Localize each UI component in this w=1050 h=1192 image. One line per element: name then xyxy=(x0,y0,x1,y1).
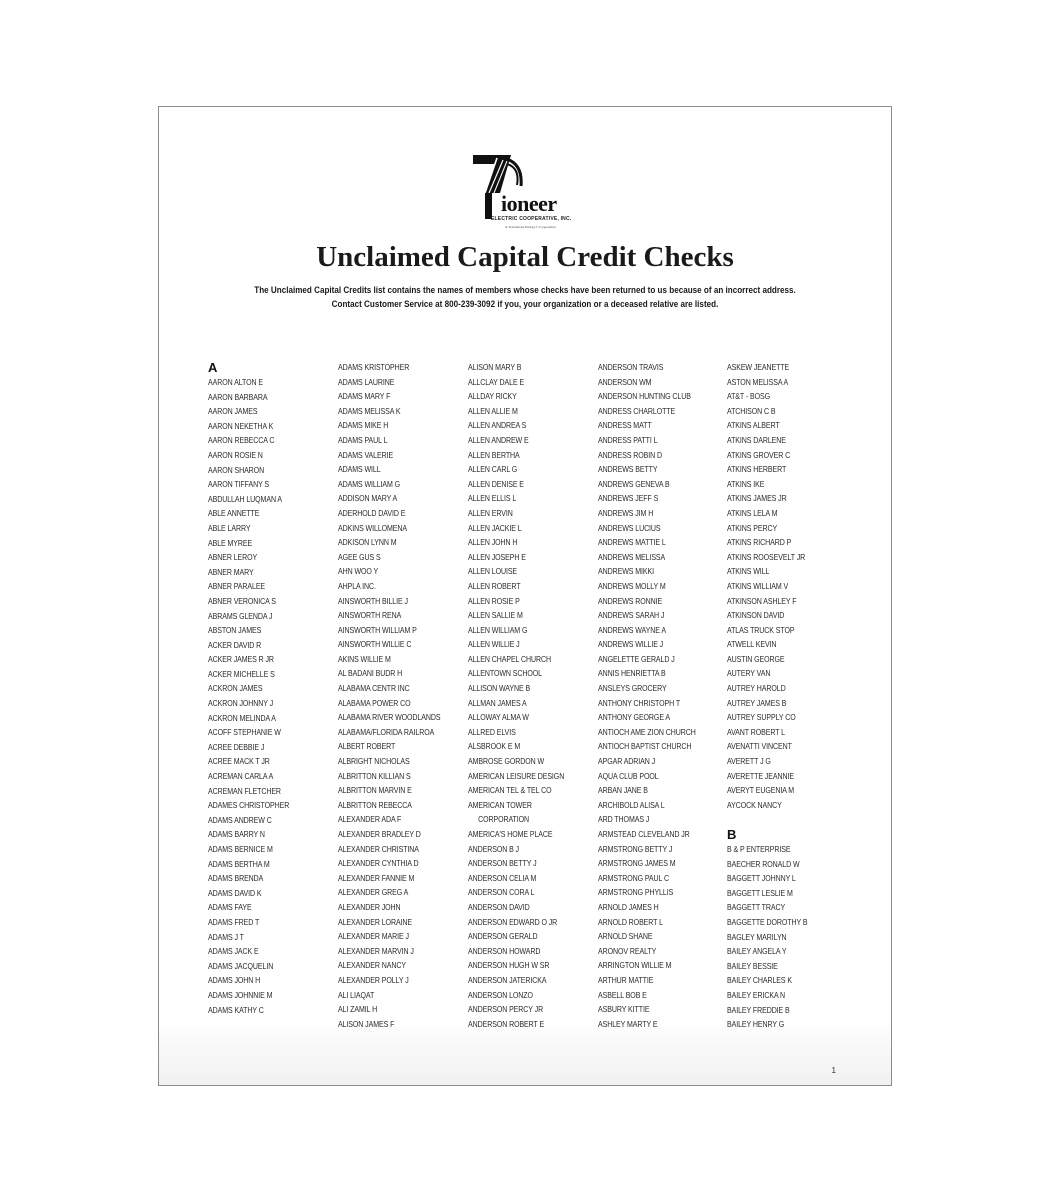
list-item: ANDREWS MOLLY M xyxy=(598,580,666,591)
list-item: ACREE DEBBIE J xyxy=(208,741,265,752)
list-item: ACREE MACK T JR xyxy=(208,756,270,767)
list-item: ADAMS FAYE xyxy=(208,902,252,913)
list-item: ABRAMS GLENDA J xyxy=(208,610,273,621)
list-item: ADERHOLD DAVID E xyxy=(338,507,406,518)
list-item: ADAMS MARY F xyxy=(338,391,391,402)
list-item: ANDREWS WILLIE J xyxy=(598,639,664,650)
list-item: ACKER DAVID R xyxy=(208,639,262,650)
list-item: ALLEN CARL G xyxy=(468,464,518,475)
list-item: AMERICAN LEISURE DESIGN xyxy=(468,770,565,781)
document-page xyxy=(158,106,892,1086)
list-item: BAILEY CHARLES K xyxy=(727,975,793,986)
list-item: ALBRITTON REBECCA xyxy=(338,799,412,810)
list-item: AYCOCK NANCY xyxy=(727,799,782,810)
list-item: BAGGETTE DOROTHY B xyxy=(727,916,808,927)
list-item: ACKRON MELINDA A xyxy=(208,712,276,723)
list-item: ALBERT ROBERT xyxy=(338,741,396,752)
list-item: ALLEN JACKIE L xyxy=(468,522,522,533)
list-item: ACKER JAMES R JR xyxy=(208,654,274,665)
name-column-2 xyxy=(338,360,466,1031)
list-item: ABNER VERONICA S xyxy=(208,595,276,606)
list-item: AMERICAN TOWER xyxy=(468,799,532,810)
list-item: AVENATTI VINCENT xyxy=(727,741,792,752)
list-item: AT&T - BOSG xyxy=(727,391,770,402)
list-item: ATKINS DARLENE xyxy=(727,434,786,445)
list-item: ABNER MARY xyxy=(208,566,254,577)
list-item: ANDERSON HUGH W SR xyxy=(468,960,550,971)
list-item: ALEXANDER CYNTHIA D xyxy=(338,858,419,869)
page-number: 1 xyxy=(831,1066,836,1075)
list-item: ALEXANDER BRADLEY D xyxy=(338,829,421,839)
list-item: ADKINS WILLOMENA xyxy=(338,522,408,533)
list-item: ASHLEY MARTY E xyxy=(598,1018,658,1029)
list-item: AARON NEKETHA K xyxy=(208,420,274,431)
list-item: ATWELL KEVIN xyxy=(727,639,777,650)
list-item: APGAR ADRIAN J xyxy=(598,756,656,767)
list-item: ALI ZAMIL H xyxy=(338,1004,378,1015)
list-item: ACKRON JOHNNY J xyxy=(208,698,274,709)
list-item: ARMSTRONG BETTY J xyxy=(598,843,673,854)
list-item: ADAMS MELISSA K xyxy=(338,405,401,416)
list-item: ARMSTRONG JAMES M xyxy=(598,858,676,869)
list-item: ALLEN ALLIE M xyxy=(468,405,518,416)
list-item: ALLEN WILLIAM G xyxy=(468,624,528,635)
list-item: ATCHISON C B xyxy=(727,405,776,416)
list-item: ANDERSON DAVID xyxy=(468,901,530,912)
list-item: ADAMS FRED T xyxy=(208,916,260,927)
list-item: ACREMAN CARLA A xyxy=(208,771,274,782)
list-item: ATKINS HERBERT xyxy=(727,464,787,475)
list-item: ADAMES CHRISTOPHER xyxy=(208,800,290,811)
section-letter: A xyxy=(208,360,218,375)
list-item: ALLEN SALLIE M xyxy=(468,610,523,621)
list-item: CORPORATION xyxy=(478,814,530,825)
list-item: BAILEY FREDDIE B xyxy=(727,1004,790,1015)
list-item: BAGGETT JOHNNY L xyxy=(727,873,796,884)
list-item: ATKINS PERCY xyxy=(727,522,778,533)
list-item: ABLE LARRY xyxy=(208,522,251,533)
list-item: ALLCLAY DALE E xyxy=(468,376,525,387)
list-item: ADAMS KRISTOPHER xyxy=(338,362,410,372)
list-item: ABNER PARALEE xyxy=(208,581,266,592)
intro-text xyxy=(196,283,855,311)
list-item: ANTHONY CHRISTOPH T xyxy=(598,697,681,708)
list-item: ADAMS VALERIE xyxy=(338,449,394,460)
list-item: ACKRON JAMES xyxy=(208,683,263,694)
list-item: AINSWORTH WILLIAM P xyxy=(338,624,417,635)
list-item: ANDRESS MATT xyxy=(598,420,652,431)
list-item: ALLRED ELVIS xyxy=(468,726,516,737)
list-item: ADAMS BERTHA M xyxy=(208,858,270,869)
list-item: ACREMAN FLETCHER xyxy=(208,785,281,796)
list-item: ALEXANDER FANNIE M xyxy=(338,872,415,883)
list-item: ABDULLAH LUQMAN A xyxy=(208,493,283,504)
list-item: ADKISON LYNN M xyxy=(338,537,397,548)
logo-subtitle: ELECTRIC COOPERATIVE, INC. xyxy=(491,216,572,222)
list-item: ALISON MARY B xyxy=(468,362,522,372)
list-item: ALISON JAMES F xyxy=(338,1018,395,1029)
logo-wordmark: ioneer xyxy=(501,191,557,216)
list-item: ALABAMA/FLORIDA RAILROA xyxy=(338,726,435,737)
list-item: ANTIOCH AME ZION CHURCH xyxy=(598,726,696,737)
list-item: ANTHONY GEORGE A xyxy=(598,712,671,723)
list-item: ATKINS ROOSEVELT JR xyxy=(727,551,806,562)
list-item: ARNOLD JAMES H xyxy=(598,901,659,912)
list-item: ADAMS DAVID K xyxy=(208,887,262,898)
list-item: AMERICAN TEL & TEL CO xyxy=(468,785,552,796)
list-item: AHN WOO Y xyxy=(338,566,379,577)
list-item: ALEXANDER LORAINE xyxy=(338,916,413,927)
list-item: AGEE GUS S xyxy=(338,551,381,562)
list-item: ADDISON MARY A xyxy=(338,493,398,504)
list-item: AARON TIFFANY S xyxy=(208,479,270,490)
list-item: ARMSTEAD CLEVELAND JR xyxy=(598,829,690,839)
list-item: ATKINS IKE xyxy=(727,478,765,489)
section-letter: B xyxy=(727,827,737,842)
page-title: Unclaimed Capital Credit Checks xyxy=(316,241,734,273)
list-item: ADAMS BRENDA xyxy=(208,873,264,884)
list-item: ALEXANDER NANCY xyxy=(338,960,406,971)
list-item: ANTIOCH BAPTIST CHURCH xyxy=(598,741,692,752)
list-item: AUSTIN GEORGE xyxy=(727,653,785,664)
list-item: ALLEN CHAPEL CHURCH xyxy=(468,653,551,664)
list-item: ATKINS ALBERT xyxy=(727,420,780,431)
list-item: AMERICA'S HOME PLACE xyxy=(468,829,553,839)
list-item: ANDRESS CHARLOTTE xyxy=(598,405,676,416)
logo-tagline: A Touchstone Energy® Cooperative xyxy=(505,225,556,229)
list-item: ANDREWS MELISSA xyxy=(598,551,666,562)
list-item: AUTREY SUPPLY CO xyxy=(727,712,796,723)
pioneer-logo xyxy=(467,152,587,232)
list-item: ASBELL BOB E xyxy=(598,989,647,1000)
list-item: AHPLA INC. xyxy=(338,580,376,591)
list-item: ADAMS JACQUELIN xyxy=(208,960,274,971)
list-item: ABLE ANNETTE xyxy=(208,508,260,519)
list-item: AARON SHARON xyxy=(208,464,265,475)
list-item: BAILEY BESSIE xyxy=(727,960,778,971)
list-item: B & P ENTERPRISE xyxy=(727,844,791,854)
list-item: ALLMAN JAMES A xyxy=(468,697,527,708)
list-item: ACKER MICHELLE S xyxy=(208,668,275,679)
list-item: ANDERSON HOWARD xyxy=(468,945,541,956)
list-item: ARRINGTON WILLIE M xyxy=(598,960,672,971)
list-item: ALLEN ERVIN xyxy=(468,507,513,518)
list-item: AINSWORTH BILLIE J xyxy=(338,595,408,606)
list-item: ARTHUR MATTIE xyxy=(598,974,654,985)
list-item: ANDREWS RONNIE xyxy=(598,595,663,606)
intro-line-1: The Unclaimed Capital Credits list contains the names of members whose checks have been returned to us because of an incorrect address. xyxy=(254,285,796,295)
list-item: ALABAMA CENTR INC xyxy=(338,683,410,694)
list-item: AARON REBECCA C xyxy=(208,435,275,446)
list-item: ATKINSON ASHLEY F xyxy=(727,595,797,606)
list-item: AARON ALTON E xyxy=(208,377,263,387)
list-item: ATKINSON DAVID xyxy=(727,610,785,621)
list-item: ANNIS HENRIETTA B xyxy=(598,668,666,679)
list-item: ANDERSON ROBERT E xyxy=(468,1018,545,1029)
list-item: BAGGETT TRACY xyxy=(727,902,786,913)
list-item: ADAMS J T xyxy=(208,931,244,942)
list-item: ALABAMA RIVER WOODLANDS xyxy=(338,712,441,723)
list-item: ADAMS JACK E xyxy=(208,946,259,957)
list-item: ATKINS GROVER C xyxy=(727,449,791,460)
list-item: ABNER LEROY xyxy=(208,552,258,563)
list-item: ASTON MELISSA A xyxy=(727,376,789,387)
list-item: ADAMS BERNICE M xyxy=(208,844,273,854)
list-item: ALLEN DENISE E xyxy=(468,478,524,489)
list-item: ADAMS LAURINE xyxy=(338,376,395,387)
list-item: ANDERSON JATERICKA xyxy=(468,974,547,985)
list-item: ARMSTRONG PAUL C xyxy=(598,872,669,883)
list-item: ALBRITTON KILLIAN S xyxy=(338,770,411,781)
list-item: ANDREWS LUCIUS xyxy=(598,522,661,533)
list-item: ARBAN JANE B xyxy=(598,785,648,796)
list-item: BAILEY ANGELA Y xyxy=(727,946,787,957)
list-item: AVANT ROBERT L xyxy=(727,726,785,737)
name-column-1 xyxy=(208,360,336,1017)
list-item: ARMSTRONG PHYLLIS xyxy=(598,887,674,898)
list-item: AVERYT EUGENIA M xyxy=(727,785,795,796)
list-item: ALEXANDER GREG A xyxy=(338,887,409,898)
list-item: ALLEN LOUISE xyxy=(468,566,518,577)
list-item: ASKEW JEANETTE xyxy=(727,362,790,372)
list-item: AQUA CLUB POOL xyxy=(598,770,659,781)
name-column-5 xyxy=(727,360,855,1032)
list-item: ALI LIAQAT xyxy=(338,989,375,1000)
list-item: ALEXANDER JOHN xyxy=(338,901,401,912)
list-item: ANSLEYS GROCERY xyxy=(598,683,667,694)
list-item: ALLDAY RICKY xyxy=(468,391,517,402)
list-item: ATKINS RICHARD P xyxy=(727,537,792,548)
list-item: ADAMS WILLIAM G xyxy=(338,478,401,489)
list-item: ATKINS WILL xyxy=(727,566,770,577)
list-item: ANGELETTE GERALD J xyxy=(598,653,675,664)
list-item: ANDERSON GERALD xyxy=(468,931,538,942)
list-item: ANDREWS MIKKI xyxy=(598,566,654,577)
list-item: ALBRITTON MARVIN E xyxy=(338,785,412,796)
list-item: AMBROSE GORDON W xyxy=(468,756,545,767)
list-item: ADAMS PAUL L xyxy=(338,434,388,445)
list-item: ALLEN JOSEPH E xyxy=(468,551,526,562)
list-item: ARNOLD ROBERT L xyxy=(598,916,663,927)
list-item: ARD THOMAS J xyxy=(598,814,650,825)
list-item: ATKINS WILLIAM V xyxy=(727,580,789,591)
list-item: BAILEY ERICKA N xyxy=(727,989,786,1000)
list-item: ALEXANDER CHRISTINA xyxy=(338,843,419,854)
list-item: ABLE MYREE xyxy=(208,537,253,548)
list-item: ANDERSON EDWARD O JR xyxy=(468,916,558,927)
list-item: ALEXANDER MARIE J xyxy=(338,931,409,942)
list-item: ACOFF STEPHANIE W xyxy=(208,727,281,738)
list-item: AINSWORTH WILLIE C xyxy=(338,639,412,650)
list-item: ALLEN ANDREW E xyxy=(468,434,529,445)
list-item: ASBURY KITTIE xyxy=(598,1004,650,1015)
list-item: ANDERSON PERCY JR xyxy=(468,1004,544,1015)
list-item: ALLEN WILLIE J xyxy=(468,639,520,650)
list-item: ANDERSON CELIA M xyxy=(468,872,537,883)
list-item: AUTREY HAROLD xyxy=(727,683,786,694)
list-item: ARCHIBOLD ALISA L xyxy=(598,799,665,810)
list-item: ANDRESS PATTI L xyxy=(598,434,658,445)
list-item: AVERETTE JEANNIE xyxy=(727,770,794,781)
list-item: ANDREWS JIM H xyxy=(598,507,654,518)
list-item: ATKINS JAMES JR xyxy=(727,493,787,504)
list-item: BAGLEY MARILYN xyxy=(727,931,787,942)
list-item: ALLEN ANDREA S xyxy=(468,420,527,431)
list-item: ANDERSON TRAVIS xyxy=(598,362,664,372)
list-item: ALEXANDER MARVIN J xyxy=(338,945,414,956)
name-column-4 xyxy=(598,360,726,1031)
list-item: ANDREWS WAYNE A xyxy=(598,624,666,635)
list-item: ADAMS JOHNNIE M xyxy=(208,989,273,1000)
list-item: ADAMS MIKE H xyxy=(338,420,389,431)
list-item: ANDERSON HUNTING CLUB xyxy=(598,391,691,402)
list-item: ADAMS KATHY C xyxy=(208,1004,264,1015)
list-item: ARONOV REALTY xyxy=(598,945,657,956)
list-item: AVERETT J G xyxy=(727,756,771,767)
list-item: BAILEY HENRY G xyxy=(727,1019,785,1030)
list-item: AARON JAMES xyxy=(208,406,258,417)
list-item: ALEXANDER ADA F xyxy=(338,814,402,825)
list-item: AL BADANI BUDR H xyxy=(338,668,403,679)
list-item: ABSTON JAMES xyxy=(208,625,262,636)
list-item: ANDERSON BETTY J xyxy=(468,858,537,869)
list-item: ADAMS WILL xyxy=(338,464,381,475)
list-item: ANDERSON LONZO xyxy=(468,989,533,1000)
list-item: ANDERSON B J xyxy=(468,843,519,854)
list-item: ANDERSON WM xyxy=(598,376,652,387)
list-item: AINSWORTH RENA xyxy=(338,610,402,621)
list-item: AUTERY VAN xyxy=(727,668,771,679)
list-item: AKINS WILLIE M xyxy=(338,653,391,664)
list-item: ALLEN BERTHA xyxy=(468,449,520,460)
list-item: ADAMS ANDREW C xyxy=(208,814,272,825)
list-item: ANDRESS ROBIN D xyxy=(598,449,663,460)
list-item: ALLEN ELLIS L xyxy=(468,493,517,504)
list-spacer xyxy=(727,812,835,827)
list-item: BAECHER RONALD W xyxy=(727,858,800,869)
list-item: ALSBROOK E M xyxy=(468,741,521,752)
list-item: ADAMS JOHN H xyxy=(208,975,261,986)
list-item: AARON ROSIE N xyxy=(208,449,263,460)
list-item: ALLEN ROBERT xyxy=(468,580,521,591)
list-item: ALLEN JOHN H xyxy=(468,537,518,548)
name-column-3 xyxy=(468,360,596,1031)
list-item: ATLAS TRUCK STOP xyxy=(727,624,795,635)
list-item: ALLOWAY ALMA W xyxy=(468,712,529,723)
list-item: ALABAMA POWER CO xyxy=(338,697,411,708)
list-item: ADAMS BARRY N xyxy=(208,829,265,840)
list-item: ATKINS LELA M xyxy=(727,507,778,518)
list-item: ALLISON WAYNE B xyxy=(468,683,531,694)
list-item: ANDREWS MATTIE L xyxy=(598,537,666,548)
list-item: ARNOLD SHANE xyxy=(598,931,653,942)
list-item: ALLEN ROSIE P xyxy=(468,595,520,606)
list-item: AARON BARBARA xyxy=(208,391,268,402)
list-item: ANDREWS GENEVA B xyxy=(598,478,670,489)
list-item: ANDERSON CORA L xyxy=(468,887,535,898)
list-item: BAGGETT LESLIE M xyxy=(727,887,793,898)
list-item: ALBRIGHT NICHOLAS xyxy=(338,756,410,767)
list-item: ALLENTOWN SCHOOL xyxy=(468,668,542,679)
list-item: AUTREY JAMES B xyxy=(727,697,787,708)
list-item: ALEXANDER POLLY J xyxy=(338,974,409,985)
intro-line-2: Contact Customer Service at 800-239-3092 if you, your organization or a deceased relative are listed. xyxy=(331,299,719,309)
list-item: ANDREWS SARAH J xyxy=(598,610,665,621)
list-item: ANDREWS BETTY xyxy=(598,464,658,475)
list-item: ANDREWS JEFF S xyxy=(598,493,659,504)
